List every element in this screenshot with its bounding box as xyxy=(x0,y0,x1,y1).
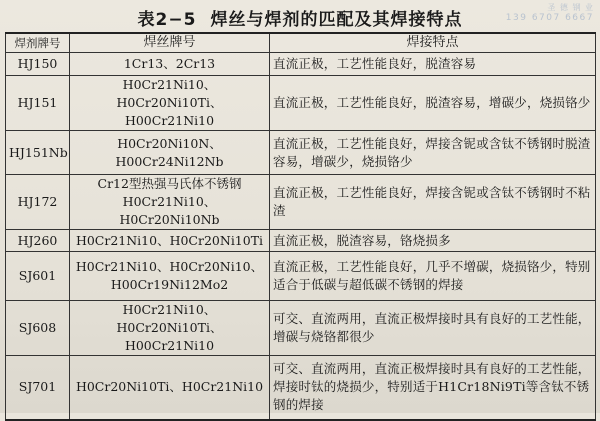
wire-line: Cr12型热强马氏体不锈钢 xyxy=(97,176,242,191)
wire-grades xyxy=(70,53,270,76)
wire-line: 1Cr13、2Cr13 xyxy=(123,56,216,71)
table-row xyxy=(6,252,596,301)
wire-line: H0Cr20Ni10N、 xyxy=(117,135,222,151)
wire-grades xyxy=(70,230,270,252)
table-row xyxy=(6,230,596,252)
flux-code: SJ601 xyxy=(6,252,70,301)
flux-wire-table xyxy=(5,32,596,421)
wire-line: H00Cr24Ni12Nb xyxy=(115,153,224,169)
wire-line: H00Cr21Ni10 xyxy=(124,113,215,128)
wire-line: H00Cr21Ni10 xyxy=(124,338,215,353)
wire-grades xyxy=(70,76,270,131)
wire-line: H0Cr21Ni10、H0Cr20Ni10Ti、 xyxy=(116,77,223,110)
table-header-row xyxy=(6,33,596,53)
wire-grades xyxy=(70,356,270,420)
wire-line: H0Cr21Ni10、H0Cr20Ni10Nb xyxy=(119,194,220,227)
table-row xyxy=(6,356,596,420)
wire-grades xyxy=(70,175,270,230)
flux-code: HJ150 xyxy=(6,53,70,76)
header-wire: 焊丝牌号 xyxy=(70,33,270,53)
table-caption: 焊丝与焊剂的匹配及其焊接特点 xyxy=(210,10,463,30)
welding-features: 直流正极，工艺性能良好，脱渣容易，增碳少，烧损铬少 xyxy=(270,76,596,131)
table-row xyxy=(6,53,596,76)
welding-features: 直流正极，工艺性能良好，焊接含铌或含钛不锈钢时不粘渣 xyxy=(270,175,596,230)
header-flux: 焊剂牌号 xyxy=(6,33,70,53)
welding-features: 直流正极，脱渣容易，铬烧损多 xyxy=(270,230,596,252)
flux-code: HJ260 xyxy=(6,230,70,252)
welding-features: 直流正极，工艺性能良好，焊接含铌或含钛不锈钢时脱渣容易，增碳少，烧损铬少 xyxy=(270,131,596,175)
wire-grades xyxy=(70,301,270,356)
flux-code: HJ172 xyxy=(6,175,70,230)
welding-features: 直流正极，工艺性能良好，脱渣容易 xyxy=(270,53,596,76)
flux-code: SJ701 xyxy=(6,356,70,420)
flux-code: HJ151Nb xyxy=(6,131,70,175)
wire-grades xyxy=(70,131,270,175)
wire-line: H0Cr21Ni10、H0Cr20Ni10、 xyxy=(75,259,264,274)
header-features: 焊接特点 xyxy=(270,33,596,53)
flux-code: SJ608 xyxy=(6,301,70,356)
table-number: 表2−5 xyxy=(137,10,197,30)
table-row xyxy=(6,175,596,230)
wire-line: H0Cr20Ni10Ti、H0Cr21Ni10 xyxy=(75,379,264,395)
watermark-phone: 139 6707 6667 xyxy=(505,13,594,23)
watermark-company: 圣 德 钢 业 xyxy=(547,3,594,12)
welding-features: 直流正极，工艺性能良好，几乎不增碳，烧损铬少，特别适合于低碳与超低碳不锈钢的焊接 xyxy=(270,252,596,301)
table-row xyxy=(6,301,596,356)
table-row xyxy=(6,131,596,175)
watermark xyxy=(484,2,594,24)
welding-features: 可交、直流两用，直流正极焊接时具有良好的工艺性能，增碳与烧铬都很少 xyxy=(270,301,596,356)
table-row xyxy=(6,76,596,131)
wire-line: H00Cr19Ni12Mo2 xyxy=(110,277,229,292)
wire-line: H0Cr21Ni10、H0Cr20Ni10Ti xyxy=(75,232,264,248)
wire-grades xyxy=(70,252,270,301)
flux-code: HJ151 xyxy=(6,76,70,131)
wire-line: H0Cr21Ni10、H0Cr20Ni10Ti、 xyxy=(116,302,223,335)
welding-features: 可交、直流两用，直流正极焊接时具有良好的工艺性能，焊接时钛的烧损少，特别适于H1Cr18Ni9Ti等含钛不锈钢的焊接 xyxy=(270,356,596,420)
